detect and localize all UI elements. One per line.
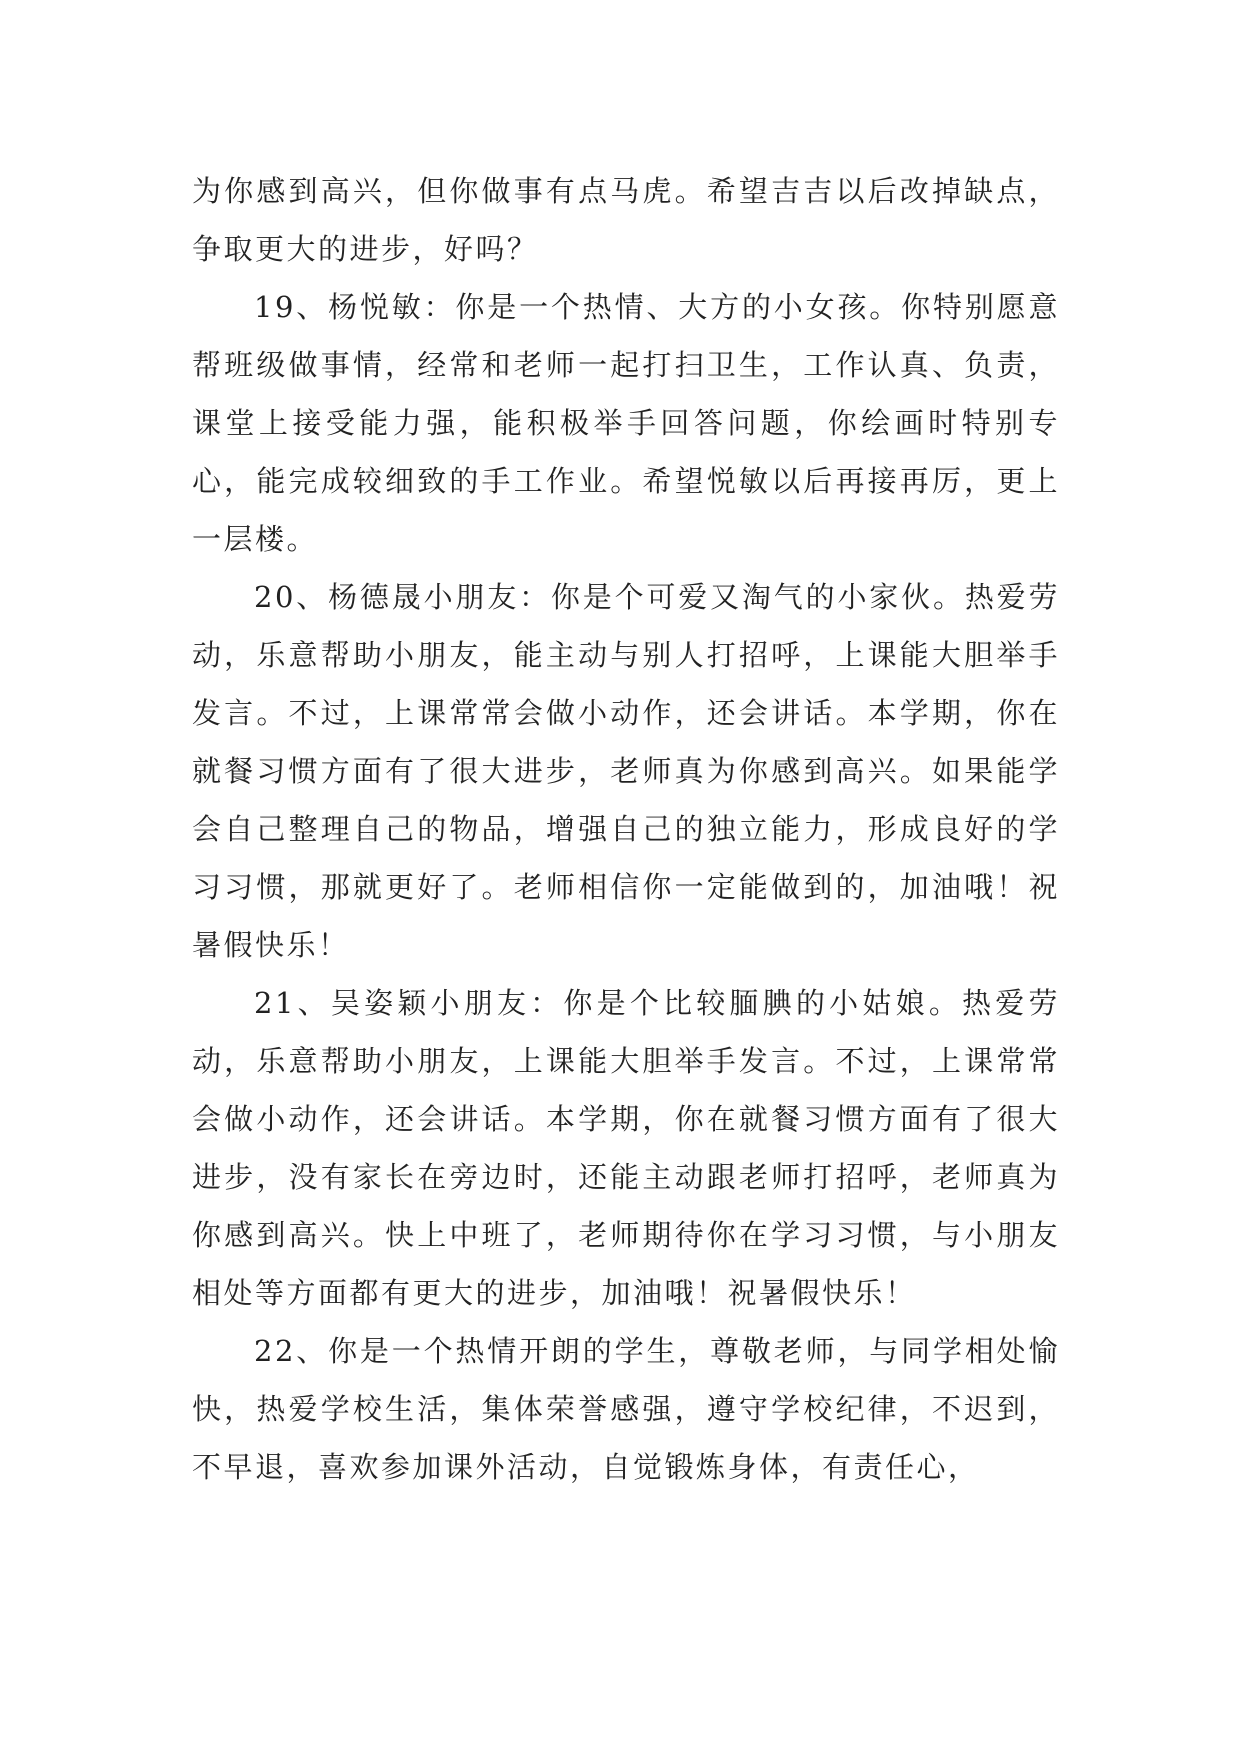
paragraph-22: 22、你是一个热情开朗的学生，尊敬老师，与同学相处愉快，热爱学校生活，集体荣誉感强，遵守学校纪律，不迟到，不早退，喜欢参加课外活动，自觉锻炼身体，有责任心， (192, 1334, 1060, 1484)
paragraph-20: 20、杨德晟小朋友：你是个可爱又淘气的小家伙。热爱劳动，乐意帮助小朋友，能主动与别人打招呼，上课能大胆举手发言。不过，上课常常会做小动作，还会讲话。本学期，你在就餐习惯方面有了很大进步，老师真为你感到高兴。如果能学会自己整理自己的物品，增强自己的独立能力，形成良好的学习习惯，那就更好了。老师相信你一定能做到的，加油哦！祝暑假快乐！ (192, 580, 1060, 962)
document-body (192, 162, 1060, 1496)
paragraph-21: 21、吴姿颖小朋友：你是个比较腼腆的小姑娘。热爱劳动，乐意帮助小朋友，上课能大胆举手发言。不过，上课常常会做小动作，还会讲话。本学期，你在就餐习惯方面有了很大进步，没有家长在旁边时，还能主动跟老师打招呼，老师真为你感到高兴。快上中班了，老师期待你在学习习惯，与小朋友相处等方面都有更大的进步，加油哦！祝暑假快乐！ (192, 986, 1060, 1310)
paragraph-continued: 为你感到高兴，但你做事有点马虎。希望吉吉以后改掉缺点，争取更大的进步，好吗？ (192, 174, 1060, 266)
paragraph-19: 19、杨悦敏：你是一个热情、大方的小女孩。你特别愿意帮班级做事情，经常和老师一起打扫卫生，工作认真、负责，课堂上接受能力强，能积极举手回答问题，你绘画时特别专心，能完成较细致的手工作业。希望悦敏以后再接再厉，更上一层楼。 (192, 290, 1060, 556)
